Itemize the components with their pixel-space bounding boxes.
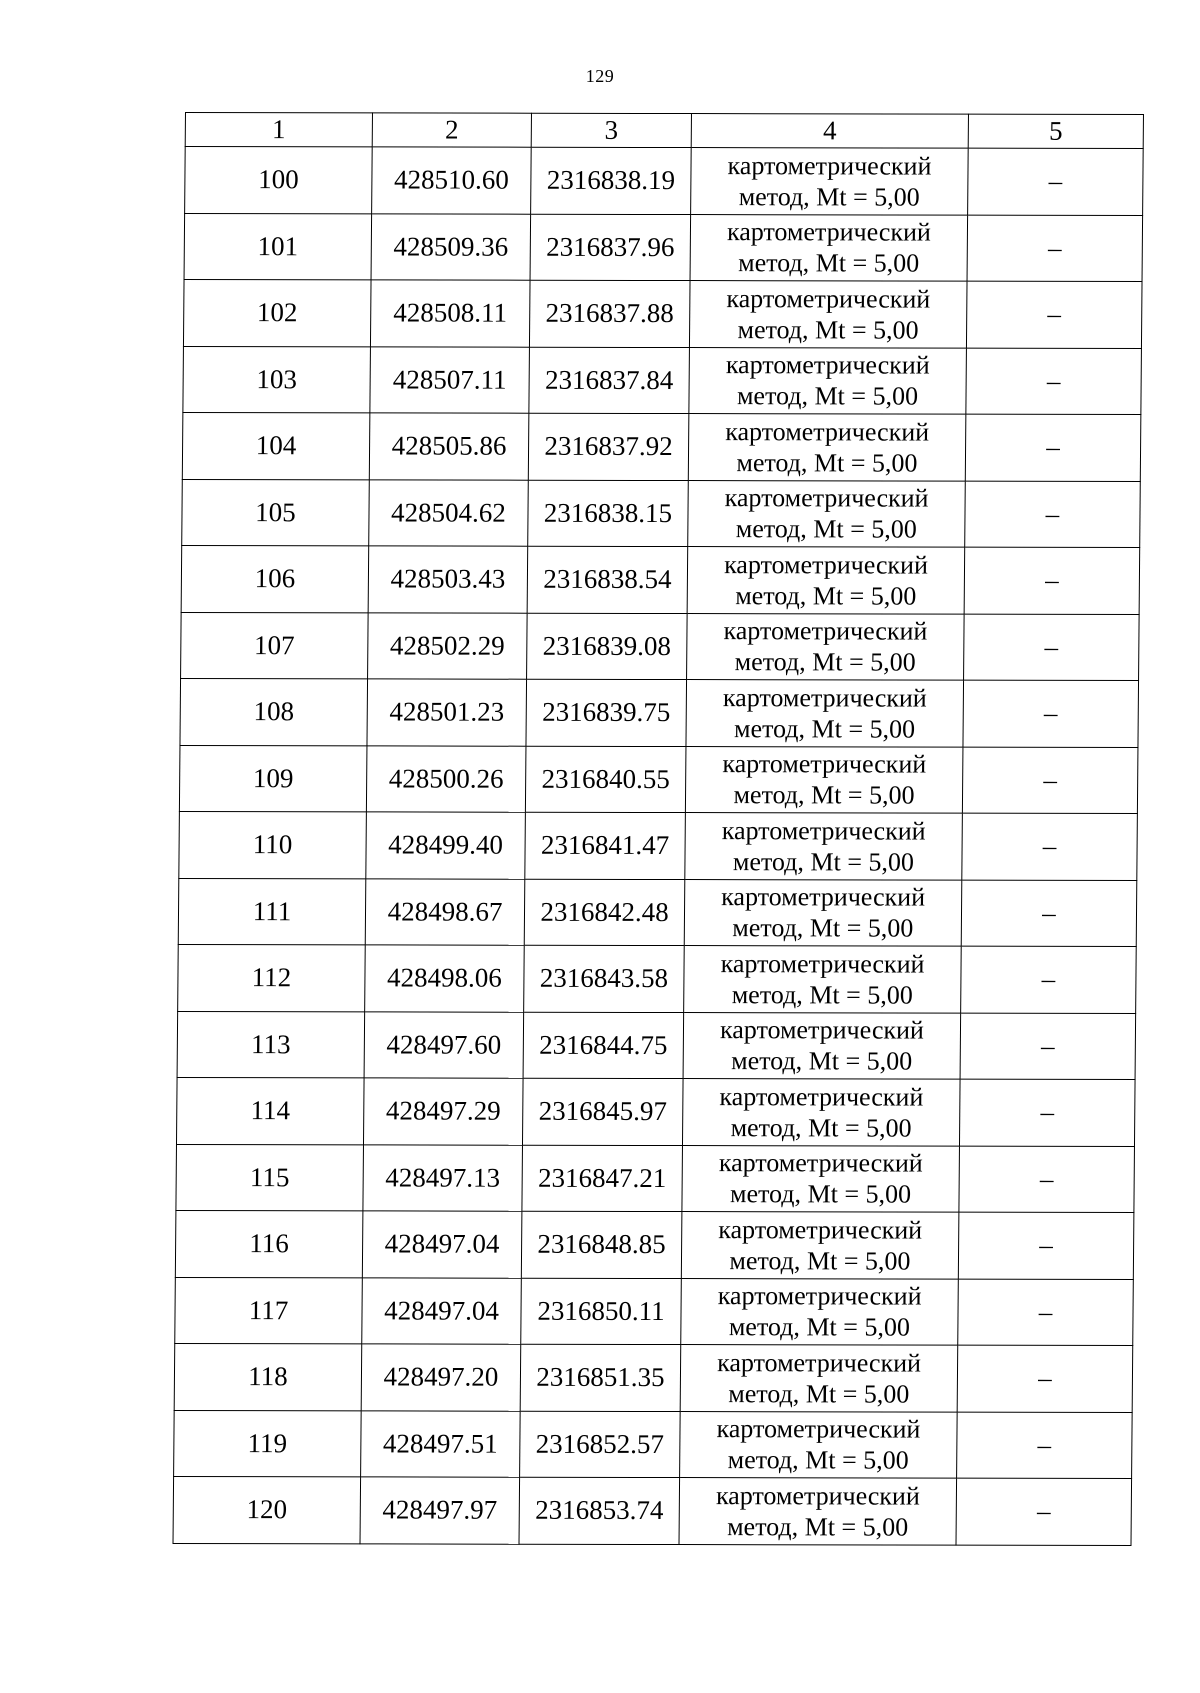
- y-coordinate: 2316853.74: [519, 1477, 680, 1544]
- point-number: 120: [173, 1476, 361, 1543]
- method-line-2: метод, Mt = 5,00: [737, 314, 919, 345]
- method-cell: [688, 414, 966, 481]
- column-5-value: –: [963, 680, 1139, 747]
- method-line-1: картометрический: [725, 350, 930, 380]
- y-coordinate: 2316838.15: [528, 480, 689, 547]
- x-coordinate: 428498.06: [365, 945, 525, 1012]
- point-number: 105: [182, 479, 370, 546]
- method-line-1: картометрический: [724, 549, 929, 580]
- method-line-2: метод, Mt = 5,00: [727, 1511, 909, 1542]
- x-coordinate: 428499.40: [366, 812, 526, 879]
- point-number: 112: [178, 944, 366, 1011]
- table-row: [181, 612, 1140, 681]
- coordinates-table: [173, 112, 1144, 1546]
- method-line-1: картометрический: [723, 616, 928, 646]
- column-5-value: –: [965, 481, 1141, 548]
- x-coordinate: 428497.04: [362, 1277, 522, 1344]
- point-number: 111: [178, 878, 366, 945]
- x-coordinate: 428497.51: [361, 1410, 521, 1477]
- method-line-2: метод, Mt = 5,00: [733, 780, 915, 810]
- table-row: [173, 1476, 1132, 1545]
- method-line-1: картометрический: [726, 283, 931, 314]
- method-cell: [691, 148, 969, 215]
- method-line-1: картометрический: [719, 1015, 925, 1045]
- column-5-value: –: [956, 1478, 1132, 1545]
- column-5-value: –: [961, 880, 1137, 947]
- column-5-value: –: [958, 1279, 1134, 1346]
- y-coordinate: 2316840.55: [525, 746, 686, 813]
- method-cell: [685, 746, 963, 813]
- table-row: [174, 1343, 1133, 1412]
- point-number: 115: [176, 1144, 364, 1211]
- method-line-2: метод, Mt = 5,00: [735, 580, 917, 611]
- method-cell: [683, 1012, 961, 1079]
- method-cell: [689, 347, 967, 414]
- table-row: [176, 1077, 1135, 1146]
- x-coordinate: 428509.36: [371, 213, 531, 280]
- method-line-2: метод, Mt = 5,00: [729, 1179, 912, 1209]
- method-line-1: картометрический: [716, 1414, 921, 1444]
- method-cell: [685, 813, 963, 880]
- table-row: [179, 811, 1138, 880]
- point-number: 118: [174, 1343, 362, 1410]
- column-header: 3: [531, 113, 691, 147]
- method-line-1: картометрический: [721, 882, 926, 912]
- method-line-1: картометрический: [715, 1480, 920, 1511]
- point-number: 100: [185, 147, 373, 214]
- y-coordinate: 2316837.84: [529, 347, 690, 414]
- column-5-value: –: [962, 747, 1138, 814]
- method-line-2: метод, Mt = 5,00: [729, 1245, 911, 1276]
- point-number: 107: [181, 612, 369, 679]
- coordinates-table-wrapper: [173, 112, 1143, 1546]
- x-coordinate: 428502.29: [368, 612, 528, 679]
- method-line-1: картометрический: [717, 1281, 922, 1311]
- point-number: 113: [177, 1011, 365, 1078]
- table-row: [180, 678, 1139, 747]
- method-cell: [688, 480, 966, 547]
- x-coordinate: 428508.11: [370, 280, 530, 347]
- y-coordinate: 2316841.47: [525, 812, 686, 879]
- method-line-2: метод, Mt = 5,00: [734, 647, 916, 677]
- column-5-value: –: [964, 614, 1140, 681]
- method-line-2: метод, Mt = 5,00: [728, 1378, 910, 1409]
- method-line-1: картометрический: [721, 815, 926, 846]
- point-number: 108: [180, 678, 368, 745]
- column-5-value: –: [968, 148, 1144, 215]
- y-coordinate: 2316845.97: [522, 1078, 683, 1145]
- method-line-2: метод, Mt = 5,00: [732, 913, 914, 943]
- y-coordinate: 2316848.85: [521, 1211, 682, 1278]
- x-coordinate: 428504.62: [369, 479, 529, 546]
- table-row: [185, 147, 1144, 216]
- method-line-2: метод, Mt = 5,00: [727, 1445, 909, 1475]
- column-5-value: –: [959, 1146, 1135, 1213]
- point-number: 109: [179, 745, 367, 812]
- y-coordinate: 2316838.54: [527, 546, 688, 613]
- method-line-1: картометрический: [718, 1148, 923, 1178]
- method-cell: [682, 1145, 960, 1212]
- column-header: 4: [691, 114, 968, 149]
- point-number: 114: [176, 1077, 364, 1144]
- y-coordinate: 2316852.57: [520, 1411, 681, 1478]
- table-row: [177, 1011, 1136, 1080]
- x-coordinate: 428497.29: [363, 1078, 523, 1145]
- method-line-2: метод, Mt = 5,00: [732, 846, 915, 877]
- method-line-2: метод, Mt = 5,00: [730, 1112, 912, 1143]
- y-coordinate: 2316837.96: [530, 214, 691, 281]
- method-line-1: картометрический: [720, 948, 925, 979]
- method-line-2: метод, Mt = 5,00: [738, 181, 920, 212]
- column-5-value: –: [966, 281, 1142, 348]
- x-coordinate: 428503.43: [368, 546, 528, 613]
- y-coordinate: 2316839.08: [527, 613, 688, 680]
- x-coordinate: 428497.60: [364, 1011, 524, 1078]
- method-cell: [681, 1212, 959, 1279]
- column-5-value: –: [959, 1079, 1135, 1146]
- column-5-value: –: [961, 946, 1137, 1013]
- method-line-2: метод, Mt = 5,00: [728, 1312, 911, 1342]
- page-number: 129: [585, 66, 615, 86]
- y-coordinate: 2316850.11: [521, 1278, 682, 1345]
- method-cell: [681, 1278, 959, 1345]
- method-cell: [686, 680, 964, 747]
- method-line-1: картометрический: [725, 416, 930, 447]
- method-line-2: метод, Mt = 5,00: [731, 979, 913, 1010]
- point-number: 119: [174, 1410, 362, 1477]
- method-line-2: метод, Mt = 5,00: [731, 1046, 913, 1076]
- method-line-1: картометрический: [722, 749, 927, 779]
- y-coordinate: 2316837.92: [528, 413, 689, 480]
- method-line-1: картометрический: [724, 483, 929, 513]
- method-line-2: метод, Mt = 5,00: [736, 447, 918, 478]
- point-number: 110: [179, 811, 367, 878]
- table-row: [178, 944, 1137, 1013]
- method-line-2: метод, Mt = 5,00: [735, 514, 917, 544]
- x-coordinate: 428497.13: [363, 1144, 523, 1211]
- x-coordinate: 428500.26: [366, 745, 526, 812]
- method-line-1: картометрический: [726, 217, 931, 247]
- y-coordinate: 2316843.58: [524, 945, 685, 1012]
- x-coordinate: 428501.23: [367, 679, 527, 746]
- method-cell: [679, 1478, 957, 1545]
- method-cell: [682, 1079, 960, 1146]
- table-row: [175, 1277, 1134, 1346]
- column-header: 2: [372, 113, 531, 147]
- table-row: [174, 1410, 1133, 1479]
- method-line-1: картометрический: [722, 682, 927, 713]
- table-row: [183, 346, 1142, 415]
- point-number: 101: [184, 213, 372, 280]
- column-5-value: –: [966, 348, 1142, 415]
- point-number: 117: [175, 1277, 363, 1344]
- method-cell: [690, 214, 968, 281]
- method-cell: [684, 879, 962, 946]
- method-line-2: метод, Mt = 5,00: [736, 381, 919, 411]
- point-number: 116: [175, 1210, 363, 1277]
- column-5-value: –: [957, 1412, 1133, 1479]
- x-coordinate: 428507.11: [370, 346, 530, 413]
- x-coordinate: 428505.86: [369, 413, 529, 480]
- column-header: 1: [185, 113, 372, 147]
- column-5-value: –: [967, 215, 1143, 282]
- table-row: [181, 546, 1140, 615]
- x-coordinate: 428497.97: [360, 1477, 520, 1544]
- point-number: 103: [183, 346, 371, 413]
- method-cell: [680, 1345, 958, 1412]
- method-cell: [687, 547, 965, 614]
- table-row: [178, 878, 1137, 947]
- method-line-1: картометрический: [717, 1347, 922, 1378]
- method-cell: [689, 281, 967, 348]
- x-coordinate: 428510.60: [372, 147, 532, 214]
- point-number: 102: [183, 280, 371, 347]
- x-coordinate: 428497.04: [362, 1211, 522, 1278]
- x-coordinate: 428497.20: [361, 1344, 521, 1411]
- table-row: [182, 413, 1141, 482]
- method-line-2: метод, Mt = 5,00: [733, 713, 916, 744]
- y-coordinate: 2316847.21: [522, 1145, 683, 1212]
- method-line-1: картометрический: [718, 1214, 923, 1245]
- table-row: [176, 1144, 1135, 1213]
- y-coordinate: 2316837.88: [529, 280, 690, 347]
- point-number: 106: [181, 546, 369, 613]
- y-coordinate: 2316851.35: [520, 1344, 681, 1411]
- method-line-2: метод, Mt = 5,00: [738, 248, 920, 278]
- table-row: [183, 280, 1142, 349]
- table-row: [184, 213, 1143, 282]
- method-cell: [684, 946, 962, 1013]
- point-number: 104: [182, 413, 370, 480]
- y-coordinate: 2316838.19: [531, 147, 692, 214]
- y-coordinate: 2316842.48: [524, 879, 685, 946]
- y-coordinate: 2316839.75: [526, 679, 687, 746]
- method-cell: [687, 613, 965, 680]
- column-5-value: –: [965, 414, 1141, 481]
- column-5-value: –: [958, 1212, 1134, 1279]
- column-5-value: –: [964, 547, 1140, 614]
- table-row: [182, 479, 1141, 548]
- table-row: [175, 1210, 1134, 1279]
- y-coordinate: 2316844.75: [523, 1012, 684, 1079]
- column-5-value: –: [957, 1345, 1133, 1412]
- column-5-value: –: [962, 813, 1138, 880]
- method-line-1: картометрический: [719, 1081, 924, 1112]
- column-header: 5: [968, 114, 1143, 148]
- table-header-row: [185, 113, 1143, 149]
- table-row: [179, 745, 1138, 814]
- x-coordinate: 428498.67: [365, 878, 525, 945]
- method-cell: [680, 1411, 958, 1478]
- column-5-value: –: [960, 1013, 1136, 1080]
- method-line-1: картометрический: [727, 150, 932, 181]
